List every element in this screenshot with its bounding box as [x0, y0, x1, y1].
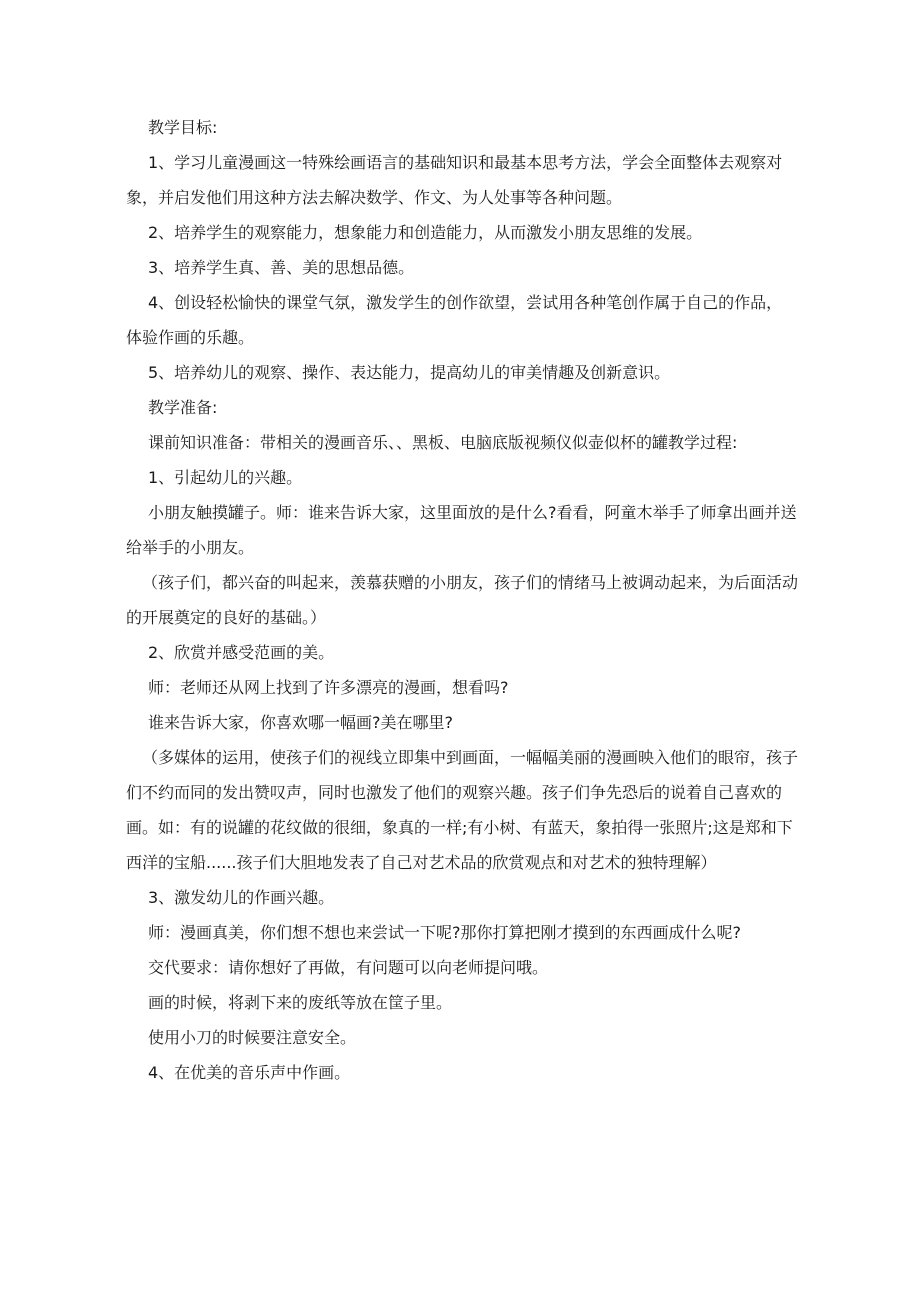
- goal-item-3: 3、培养学生真、善、美的思想品德。: [148, 258, 415, 277]
- process-step-1: 1、引起幼儿的兴趣。: [148, 468, 303, 487]
- goal-item-1: 1、学习儿童漫画这一特殊绘画语言的基础知识和最基本思考方法，学会全面整体去观察对象，并启发他们用这种方法去解决数学、作文、为人处事等各种问题。: [126, 153, 783, 207]
- process-step-1-detail: 小朋友触摸罐子。师：谁来告诉大家，这里面放的是什么?看看，阿童木举手了师拿出画并送给举手的小朋友。: [126, 503, 797, 557]
- heading-teaching-prep: 教学准备:: [148, 398, 218, 417]
- process-step-2: 2、欣赏并感受范画的美。: [148, 643, 335, 662]
- prep-knowledge: 课前知识准备：带相关的漫画音乐、、黑板、电脑底版视频仪似壶似杯的罐教学过程:: [148, 433, 738, 452]
- process-step-2-teacher: 师：老师还从网上找到了许多漂亮的漫画，想看吗?: [148, 678, 509, 697]
- process-step-2-question: 谁来告诉大家，你喜欢哪一幅画?美在哪里?: [148, 713, 453, 732]
- goal-item-4: 4、创设轻松愉快的课堂气氛，激发学生的创作欲望，尝试用各种笔创作属于自己的作品，体验作画的乐趣。: [126, 293, 783, 347]
- goal-item-5: 5、培养幼儿的观察、操作、表达能力，提高幼儿的审美情趣及创新意识。: [148, 363, 671, 382]
- process-step-4: 4、在优美的音乐声中作画。: [148, 1063, 351, 1082]
- goal-item-2: 2、培养学生的观察能力，想象能力和创造能力，从而激发小朋友思维的发展。: [148, 223, 703, 242]
- document-body: [126, 110, 799, 1090]
- process-step-2-note: （多媒体的运用，使孩子们的视线立即集中到画面，一幅幅美丽的漫画映入他们的眼帘，孩子们不约而同的发出赞叹声，同时也激发了他们的观察兴趣。孩子们争先恐后的说着自己喜欢的画。如：有的说罐的花纹做的很细，象真的一样;有小树、有蓝天，象拍得一张照片;这是郑和下西洋的宝船......孩子们大胆地发表了自己对艺术品的欣赏观点和对艺术的独特理解）: [126, 748, 799, 872]
- process-step-1-note: （孩子们，都兴奋的叫起来，羡慕获赠的小朋友，孩子们的情绪马上被调动起来，为后面活动的开展奠定的良好的基础。）: [126, 573, 799, 627]
- process-step-3-rule-paper: 画的时候，将剥下来的废纸等放在筐子里。: [148, 993, 453, 1012]
- process-step-3-teacher: 师：漫画真美，你们想不想也来尝试一下呢?那你打算把刚才摸到的东西画成什么呢?: [148, 923, 741, 942]
- process-step-3-requirements: 交代要求：请你想好了再做，有问题可以向老师提问哦。: [148, 958, 549, 977]
- heading-teaching-goals: 教学目标:: [148, 118, 218, 137]
- process-step-3-rule-knife: 使用小刀的时候要注意安全。: [148, 1028, 357, 1047]
- process-step-3: 3、激发幼儿的作画兴趣。: [148, 888, 335, 907]
